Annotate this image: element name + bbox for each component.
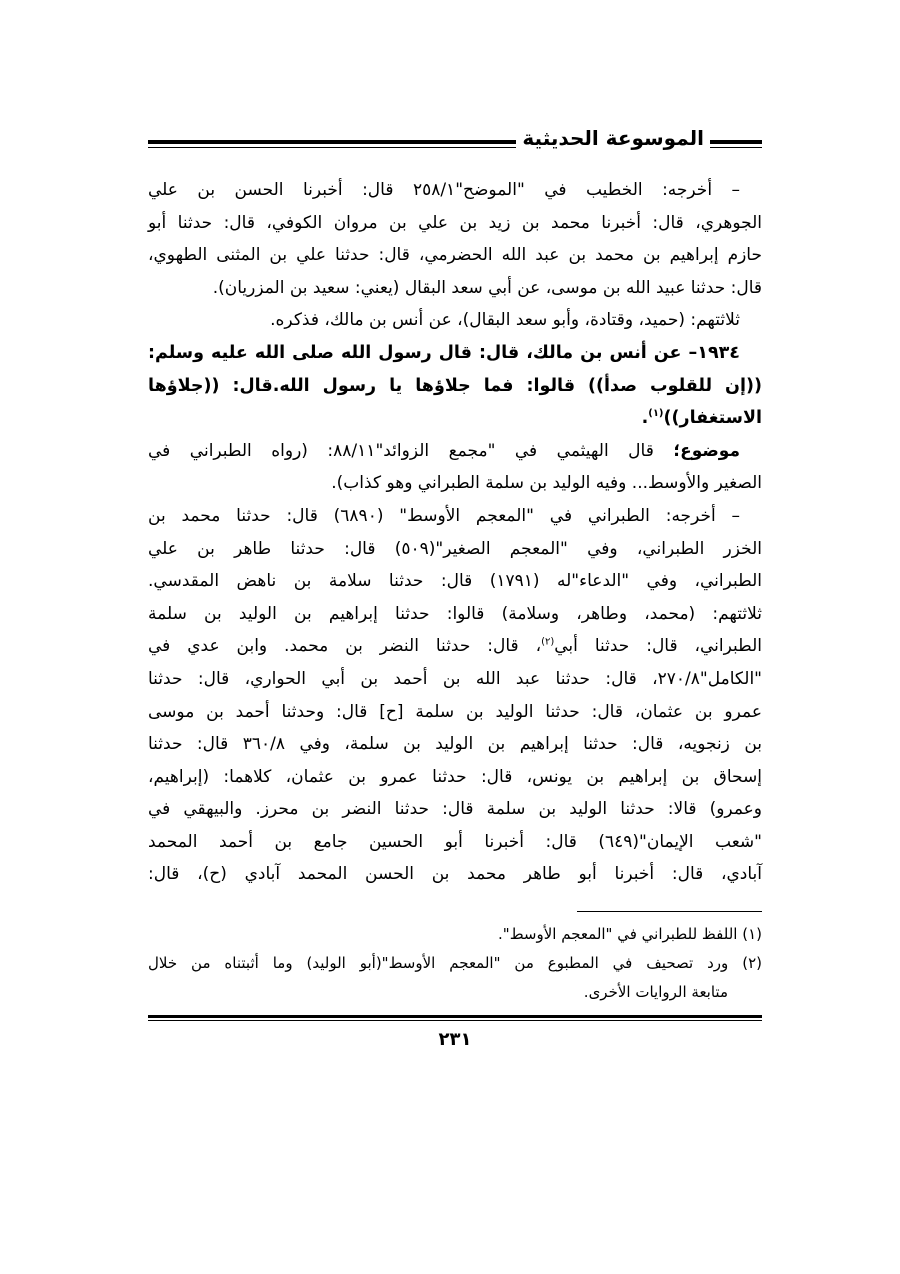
hadith-heading-line: ١٩٣٤– عن أنس بن مالك، قال: قال رسول الله صلى الله عليه وسلم: — [148, 342, 740, 363]
text-line — [148, 630, 762, 663]
header-rule-stub — [722, 140, 762, 144]
text-line: عمرو بن عثمان، قال: حدثنا الوليد بن سلمة [ح] قال: وحدثنا أحمد بن موسى — [148, 701, 762, 722]
footnotes — [148, 920, 762, 1007]
text-line: الصغير والأوسط... وفيه الوليد بن سلمة الطبراني وهو كذاب). — [331, 473, 762, 494]
grade-line-text: قال الهيثمي في "مجمع الزوائد"٨٨/١١: (رواه الطبراني في — [148, 440, 674, 461]
hadith-text-line: ((إن للقلوب صدأ)) قالوا: فما جلاؤها يا رسول الله.قال: ((جلاؤها — [148, 375, 762, 396]
text-line: الطبراني، وفي "الدعاء"له (١٧٩١) قال: حدثنا سلامة بن ناهض المقدسي. — [148, 571, 762, 592]
trailing-period: . — [641, 408, 649, 429]
text-line: إسحاق بن إبراهيم بن يونس، قال: حدثنا عمرو بن عثمان، كلاهما: (إبراهيم، — [148, 766, 762, 787]
footnote-ref-2[interactable]: (٢) — [541, 636, 555, 648]
text-line — [148, 435, 762, 468]
text-line: آبادي، قال: أخبرنا أبو طاهر محمد بن الحسن المحمد آبادي (ح)، قال: — [148, 864, 762, 885]
text-line: – أخرجه: الخطيب في "الموضح"٢٥٨/١ قال: أخبرنا الحسن بن علي — [148, 180, 740, 200]
hadith-text-line — [148, 402, 762, 435]
page-header — [148, 120, 762, 160]
bottom-rule-thick — [148, 1015, 762, 1018]
text-line: وعمرو) قالا: حدثنا الوليد بن سلمة قال: حدثنا النضر بن محرز. والبيهقي في — [148, 799, 762, 820]
text-line: الخزر الطبراني، وفي "المعجم الصغير"(٥٠٩) قال: حدثنا طاهر بن علي — [148, 538, 763, 559]
text-line: قال: حدثنا عبيد الله بن موسى، عن أبي سعد البقال (يعني: سعيد بن المزريان). — [212, 277, 762, 298]
footnote-2: (٢) ورد تصحيف في المطبوع من "المعجم الأوسط"(أبو الوليد) وما أثبتناه من خلال — [148, 954, 762, 973]
text-line: – أخرجه: الطبراني في "المعجم الأوسط" (٦٨٩٠) قال: حدثنا محمد بن — [148, 505, 741, 526]
page-number: ٢٣١ — [438, 1029, 472, 1051]
footnote-separator — [577, 911, 762, 912]
grade-term: موضوع؛ — [673, 440, 740, 461]
bottom-rule-thin — [148, 1020, 762, 1021]
text-line: ثلاثتهم: (محمد، وطاهر، وسلامة) قالوا: حدثنا إبراهيم بن الوليد بن سلمة — [148, 603, 762, 624]
hadith-text-end: الاستغفار)) — [663, 408, 762, 429]
header-title: الموسوعة الحديثية — [516, 126, 710, 150]
text-line: ثلاثتهم: (حميد، وقتادة، وأبو سعد البقال)، عن أنس بن مالك، فذكره. — [270, 310, 740, 331]
footnote-1: (١) اللفظ للطبراني في "المعجم الأوسط". — [498, 925, 762, 944]
body-text — [148, 174, 762, 891]
text-line: بن زنجويه، قال: حدثنا إبراهيم بن الوليد بن سلمة، وفي ٣٦٠/٨ قال: حدثنا — [148, 734, 763, 755]
text-line: "الكامل"٢٧٠/٨، قال: حدثنا عبد الله بن أحمد بن أبي الحواري، قال: حدثنا — [148, 668, 762, 689]
footnote-2-continued: متابعة الروايات الأخرى. — [583, 983, 728, 1002]
text-line: حازم إبراهيم بن محمد بن عبد الله الحضرمي، قال: حدثنا علي بن المثنى الطهوي، — [148, 245, 762, 266]
text-line: الجوهري، قال: أخبرنا محمد بن زيد بن علي بن مروان الكوفي، قال: حدثنا أبو — [148, 212, 762, 233]
line-start: الطبراني، قال: حدثنا أبي — [554, 636, 762, 657]
text-line: "شعب الإيمان"(٦٤٩) قال: أخبرنا أبو الحسين جامع بن أحمد المحمد — [148, 831, 762, 852]
document-page — [148, 120, 762, 1050]
line-end: ، قال: حدثنا النضر بن محمد. وابن عدي في — [148, 636, 542, 657]
footnote-ref-1[interactable]: (١) — [648, 408, 664, 420]
